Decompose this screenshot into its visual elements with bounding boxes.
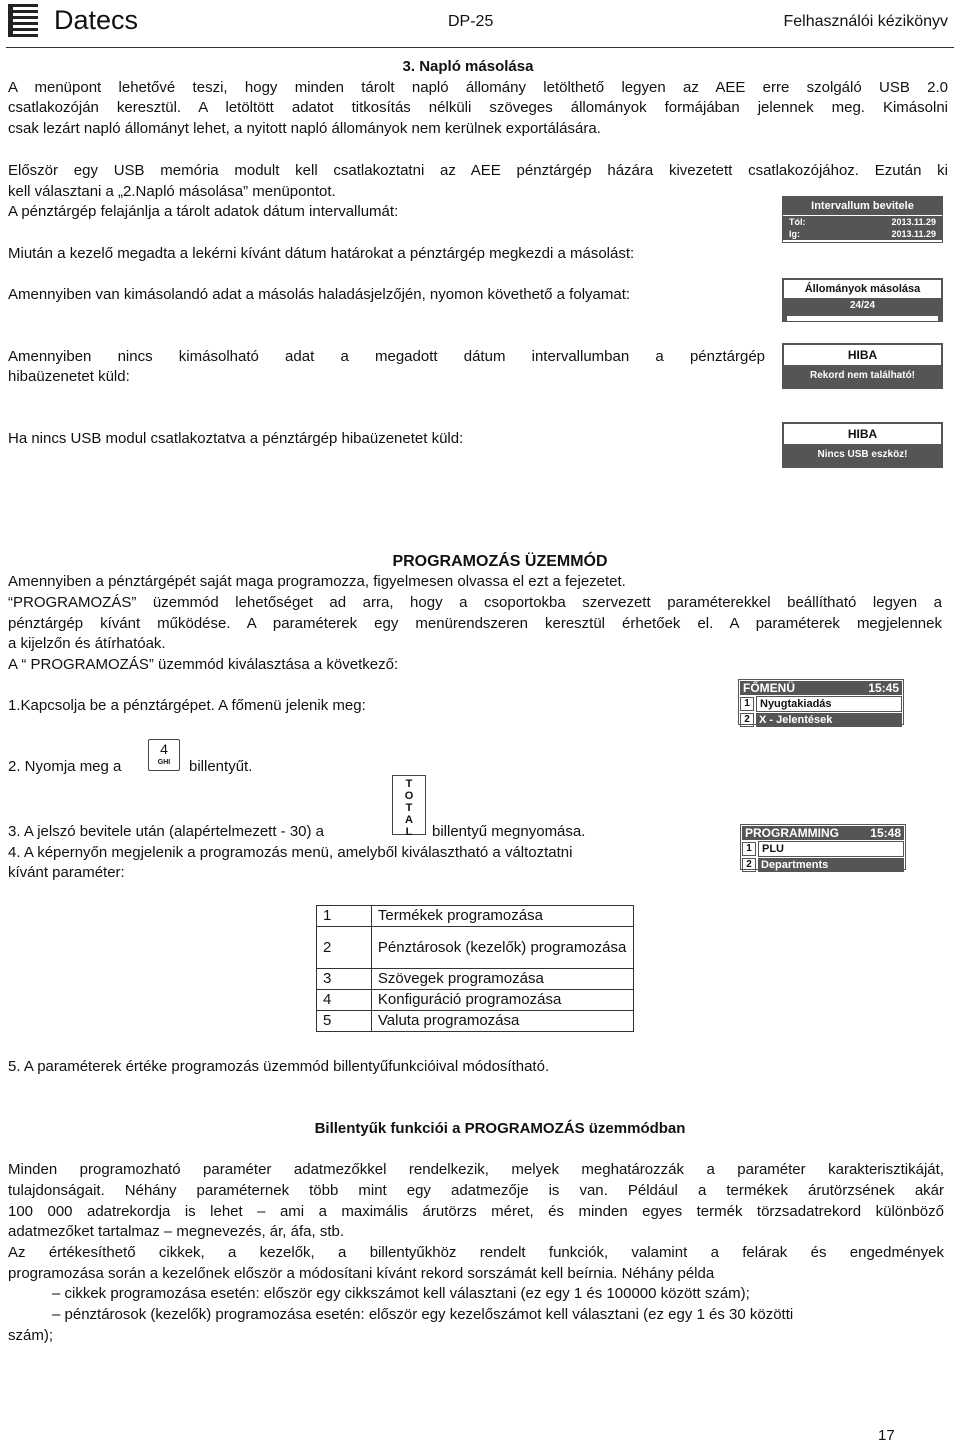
lcd-from-row (783, 216, 942, 228)
table-row (317, 927, 634, 969)
table-row (317, 906, 634, 927)
paragraph-line: Először egy USB memória modult kell csatlakoztatni az AEE pénztárgép házára kivezetett csatlakozójához. Ezután ki (8, 162, 948, 179)
lcd-error-usb-screen (782, 422, 943, 468)
paragraph-line: A pénztárgép felajánlja a tárolt adatok dátum intervallumát: (8, 203, 399, 220)
step-5: 5. A paraméterek értéke programozás üzemmód billentyűfunkcióival módosítható. (8, 1058, 550, 1075)
header-divider (6, 47, 954, 48)
paragraph-line: “PROGRAMOZÁS” üzemmód lehetőséget ad arra, hogy a csoportokba szervezett paraméterekkel beállítható legyen a (8, 594, 942, 611)
table-cell-label: Konfiguráció programozása (371, 990, 633, 1011)
model-name: DP-25 (448, 13, 494, 30)
table-row (317, 1011, 634, 1032)
table-cell-number: 4 (317, 990, 372, 1011)
page-number: 17 (878, 1427, 895, 1444)
lcd-error-title: HIBA (784, 345, 941, 365)
paragraph-line: a kijelzőn és átírhatóak. (8, 635, 166, 652)
bullet-item: – cikkek programozása esetén: először egy cikkszámot kell választani (ez egy 1 és 100000 között szám); (52, 1285, 750, 1302)
table-cell-label: Szövegek programozása (371, 969, 633, 990)
lcd-menu-item (742, 841, 904, 857)
paragraph-line: Amennyiben nincs kimásolható adat a megadott dátum intervallumban a pénztárgép (8, 348, 765, 365)
paragraph-line: Amennyiben a pénztárgépét saját maga programozza, figyelmesen olvassa el ezt a fejezetet. (8, 573, 626, 590)
lcd-error-message: Nincs USB eszköz! (783, 445, 942, 462)
paragraph-line: csatlakozóján keresztül. A letöltött adatot titkosítás nélküli szöveges állományok formájában jelennek meg. Kimásolni (8, 99, 948, 116)
table-cell-number: 5 (317, 1011, 372, 1032)
lcd-menu-item-label: PLU (758, 841, 904, 857)
step-3-suffix: billentyű megnyomása. (432, 823, 586, 840)
bullet-item: – pénztárosok (kezelők) programozása esetén: először egy kezelőszámot kell választani (ez egy 1 és 30 közötti (52, 1306, 794, 1323)
table-cell-number: 1 (317, 906, 372, 927)
lcd-menu-item-label: Departments (758, 858, 904, 872)
keys-section-title: Billentyűk funkciói a PROGRAMOZÁS üzemmódban (314, 1120, 686, 1137)
lcd-progress-text: 24/24 (783, 299, 942, 313)
step-2-prefix: 2. Nyomja meg a (8, 758, 122, 775)
lcd-menu-item-number: 2 (740, 713, 754, 727)
table-cell-label: Valuta programozása (371, 1011, 633, 1032)
step-3-prefix: 3. A jelszó bevitele után (alapértelmezett - 30) a (8, 823, 325, 840)
paragraph-line: adatmezőket tartalmaz – megnevezés, ár, áfa, stb. (8, 1223, 345, 1240)
paragraph-line: A “ PROGRAMOZÁS” üzemmód kiválasztása a következő: (8, 656, 399, 673)
paragraph-line: csak lezárt napló állományt lehet, a nyitott napló állományok nem kerülnek exportálására. (8, 120, 601, 137)
lcd-title: Intervallum bevitele (783, 197, 942, 215)
lcd-menu-item (740, 713, 902, 727)
lcd-to-label: Ig: (789, 229, 800, 239)
lcd-menu-header (740, 681, 902, 695)
lcd-menu-title: FŐMENÜ (743, 681, 795, 695)
key-letter: L (405, 826, 413, 838)
paragraph-line: A menüpont lehetővé teszi, hogy minden tárolt napló állomány letölthető legyen az AEE erre szolgáló USB 2.0 (8, 79, 948, 96)
lcd-to-row (783, 228, 942, 240)
key-4-icon (148, 739, 180, 771)
key-letter: T (405, 802, 413, 814)
lcd-menu-item (742, 858, 904, 872)
key-letter: O (404, 790, 414, 802)
table-row (317, 990, 634, 1011)
paragraph-line: Miután a kezelő megadta a lekérni kívánt dátum határokat a pénztárgép megkezdi a másolást: (8, 245, 635, 262)
lcd-error-title: HIBA (784, 424, 941, 444)
lcd-menu-time: 15:48 (870, 826, 901, 840)
parameter-table (316, 905, 634, 1032)
lcd-menu-item-number: 1 (740, 697, 754, 711)
lcd-error-record-screen (782, 343, 943, 389)
lcd-title: Állományok másolása (784, 280, 941, 298)
lcd-menu-item (740, 696, 902, 712)
table-cell-label: Pénztárosok (kezelők) programozása (371, 927, 633, 969)
step-4-line: kívánt paraméter: (8, 864, 125, 881)
total-key-icon (392, 775, 426, 838)
table-cell-number: 3 (317, 969, 372, 990)
paragraph-line: programozása során a kezelőnek először a módosítani kívánt rekord sorszámát kell beírnia. Néhány példa (8, 1265, 715, 1282)
datecs-logo-icon (8, 4, 38, 38)
lcd-menu-item-number: 2 (742, 858, 756, 872)
lcd-error-message: Rekord nem található! (783, 366, 942, 383)
lcd-from-label: Tól: (789, 217, 806, 227)
paragraph-line: pénztárgép kívánt működése. A paraméterek egy menürendszeren keresztül érhetőek el. A paraméterek megjelennek (8, 615, 942, 632)
paragraph-line: Ha nincs USB modul csatlakoztatva a pénztárgép hibaüzenetet küld: (8, 430, 464, 447)
step-1: 1.Kapcsolja be a pénztárgépet. A főmenü jelenik meg: (8, 697, 366, 714)
lcd-main-menu (738, 679, 904, 725)
lcd-menu-item-number: 1 (742, 842, 756, 856)
key-digit: 4 (160, 741, 168, 757)
paragraph-line: Amennyiben van kimásolandó adat a másolás haladásjelzőjén, nyomon követhető a folyamat: (8, 286, 631, 303)
key-letter: T (405, 778, 413, 790)
lcd-menu-header (742, 826, 904, 840)
lcd-programming-menu (740, 824, 906, 870)
lcd-from-value: 2013.11.29 (891, 217, 936, 227)
lcd-to-value: 2013.11.29 (891, 229, 936, 239)
table-cell-number: 2 (317, 927, 372, 969)
paragraph-line: 100 000 adatrekordja is lehet – ami a maximális árutörzs méret, és minden egyes termék törzsadatrekord különböző (8, 1203, 944, 1220)
lcd-menu-item-label: Nyugtakiadás (756, 696, 902, 712)
lcd-menu-item-label: X - Jelentések (756, 713, 902, 727)
lcd-copy-screen (782, 278, 943, 322)
key-letters: GHI (157, 759, 171, 766)
paragraph-line: Az értékesíthető cikkek, a kezelők, a billentyűkhöz rendelt funkciók, valamint a felárak és engedmények (8, 1244, 944, 1261)
brand-name: Datecs (54, 5, 139, 35)
table-row (317, 969, 634, 990)
key-letter: A (405, 814, 413, 826)
step-4-line: 4. A képernyőn megjelenik a programozás menü, amelyből kiválasztható a változtatni (8, 844, 573, 861)
paragraph-line: kell választani a „2.Napló másolása” menüpontot. (8, 183, 336, 200)
manual-title: Felhasználói kézikönyv (783, 13, 948, 30)
lcd-progress-bar (787, 316, 938, 321)
lcd-menu-title: PROGRAMMING (745, 826, 839, 840)
step-2-suffix: billentyűt. (189, 758, 253, 775)
bullet-item-continuation: szám); (8, 1327, 53, 1344)
programming-title: PROGRAMOZÁS ÜZEMMÓD (392, 553, 608, 570)
paragraph-line: tulajdonságait. Néhány paraméternek több mint egy adatmezője is van. Például a termékek árutörzsének akár (8, 1182, 944, 1199)
lcd-menu-time: 15:45 (868, 681, 899, 695)
table-cell-label: Termékek programozása (371, 906, 633, 927)
section-title: 3. Napló másolása (402, 58, 534, 75)
paragraph-line: Minden programozható paraméter adatmezőkkel rendelkezik, melyek meghatározzák a paraméter karakterisztikáját, (8, 1161, 944, 1178)
lcd-interval-screen (782, 196, 943, 243)
paragraph-line: hibaüzenetet küld: (8, 368, 130, 385)
